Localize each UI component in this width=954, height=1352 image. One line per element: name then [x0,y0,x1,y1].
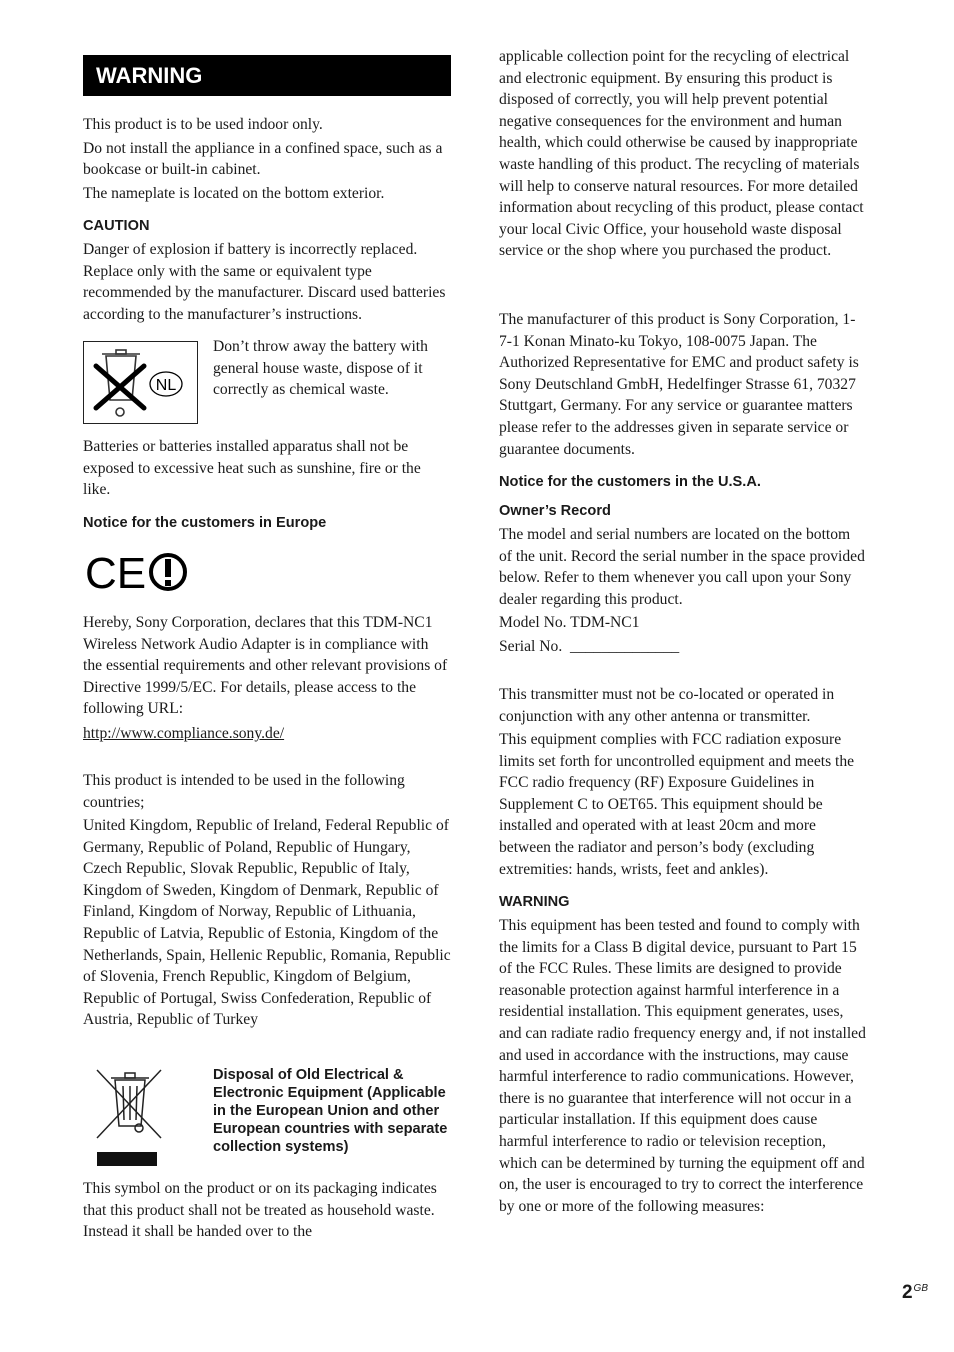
caution-heading: CAUTION [83,218,150,234]
declaration-text: Hereby, Sony Corporation, declares that this TDM-NC1 Wireless Network Audio Adapter is in compliance with the essential requirements and other relevant provisions of Directive 1999/5/EC. For details, please access to the following URL: [83,614,448,718]
ce-alert-mark [85,548,195,596]
heat-text: Batteries or batteries installed apparatus shall not be exposed to excessive heat such as sunshine, fire or the like. [83,438,421,499]
nl-label: NL [155,377,177,394]
page-number [902,1282,928,1304]
usa-heading: Notice for the customers in the U.S.A. [499,474,761,490]
owners-record-heading: Owner’s Record [499,503,611,519]
caution-text: Danger of explosion if battery is incorrectly replaced. Replace only with the same or equivalent type recommended by the manufacturer. Discard used batteries according to the manufacturer’s instructions. [83,241,446,323]
page-suffix: GB [913,1283,928,1294]
page-number-value: 2 [901,1282,913,1303]
model-number: Model No. TDM-NC1 [499,614,640,631]
owners-record-text: The model and serial numbers are located on the bottom of the unit. Record the serial number in the space provided below. Refer to them whenever you call upon your Sony dealer regarding this product. [499,526,865,608]
europe-heading: Notice for the customers in Europe [83,515,327,531]
fcc-warning-heading: WARNING [499,894,570,910]
disposal-text: This symbol on the product or on its packaging indicates that this product shall not be treated as household waste. Instead it shall be handed over to the [83,1180,437,1241]
transmitter-text: This transmitter must not be co-located or operated in conjunction with any other antenna or transmitter. [499,686,835,725]
intro-line: Do not install the appliance in a confined space, such as a bookcase or built-in cabinet. [83,139,443,179]
fcc-exposure-text: This equipment complies with FCC radiation exposure limits set forth for uncontrolled equipment and meets the FCC radio frequency (RF) Exposure Guidelines in Supplement C to OET65. This equipment should be installed and operated with at least 20cm and more between the radiator and person’s body (excluding extremities: hands, wrists, feet and ankles). [499,731,855,878]
manufacturer-text: The manufacturer of this product is Sony Corporation, 1-7-1 Konan Minato-ku Tokyo, 108-0075 Japan. The Authorized Representative for EMC and product safety is Sony Deutschland GmbH, Hedelfinger Strasse 61, 70327 Stuttgart, Germany. For any service or guarantee matters please refer to the addresses given in separate service or guarantee documents. [499,311,859,458]
battery-text: Don’t throw away the battery with general house waste, dispose of it correctly as chemical waste. [213,338,428,399]
disposal-heading: Disposal of Old Electrical & Electronic Equipment (Applicable in the European Union and other European countries with separate collection systems) [213,1067,448,1155]
battery-disposal-icon [83,341,198,424]
serial-number: Serial No. ______________ [499,638,680,655]
recycling-text: applicable collection point for the recycling of electrical and electronic equipment. By ensuring this product is disposed of correctly, you will help prevent potential negative consequences for the environment and human health, which could otherwise be caused by inappropriate waste handling of this product. The recycling of materials will help to conserve natural resources. For more detailed information about recycling of this product, please contact your local Civic Office, your household waste disposal service or the shop where you purchased the product. [499,48,864,260]
ce-mark: CE [85,549,147,596]
intro-line: The nameplate is located on the bottom exterior. [83,184,385,202]
weee-bin-icon [95,1066,165,1170]
intro-line: This product is to be used indoor only. [83,116,323,133]
countries-intro: This product is intended to be used in the following countries; [83,772,405,811]
compliance-url[interactable]: http://www.compliance.sony.de/ [83,725,285,742]
fcc-warning-text: This equipment has been tested and found to comply with the limits for a Class B digital device, pursuant to Part 15 of the FCC Rules. These limits are designed to provide reasonable protection against harmful interference in a residential installation. This equipment generates, uses, and can radiate radio frequency energy and, if not installed and used in accordance with the instructions, may cause harmful interference to radio communications. However, there is no guarantee that interference will not occur in a particular installation. If this equipment does cause harmful interference to radio or television reception, which can be determined by turning the equipment off and on, the user is encouraged to try to correct the interference by one or more of the following measures: [499,917,866,1215]
intro-block [83,114,451,206]
warning-banner: WARNING [83,55,451,96]
countries-list: United Kingdom, Republic of Ireland, Federal Republic of Germany, Republic of Poland, Republic of Hungary, Czech Republic, Slovak Republic, Republic of Italy, Kingdom of Sweden, Kingdom of Denmark, Republic of Finland, Kingdom of Norway, Republic of Lithuania, Republic of Latvia, Republic of Estonia, Kingdom of the Netherlands, Spain, Hellenic Republic, Romania, Republic of Slovenia, French Republic, Kingdom of Belgium, Republic of Portugal, Swiss Confederation, Republic of Austria, Republic of Turkey [83,817,451,1029]
